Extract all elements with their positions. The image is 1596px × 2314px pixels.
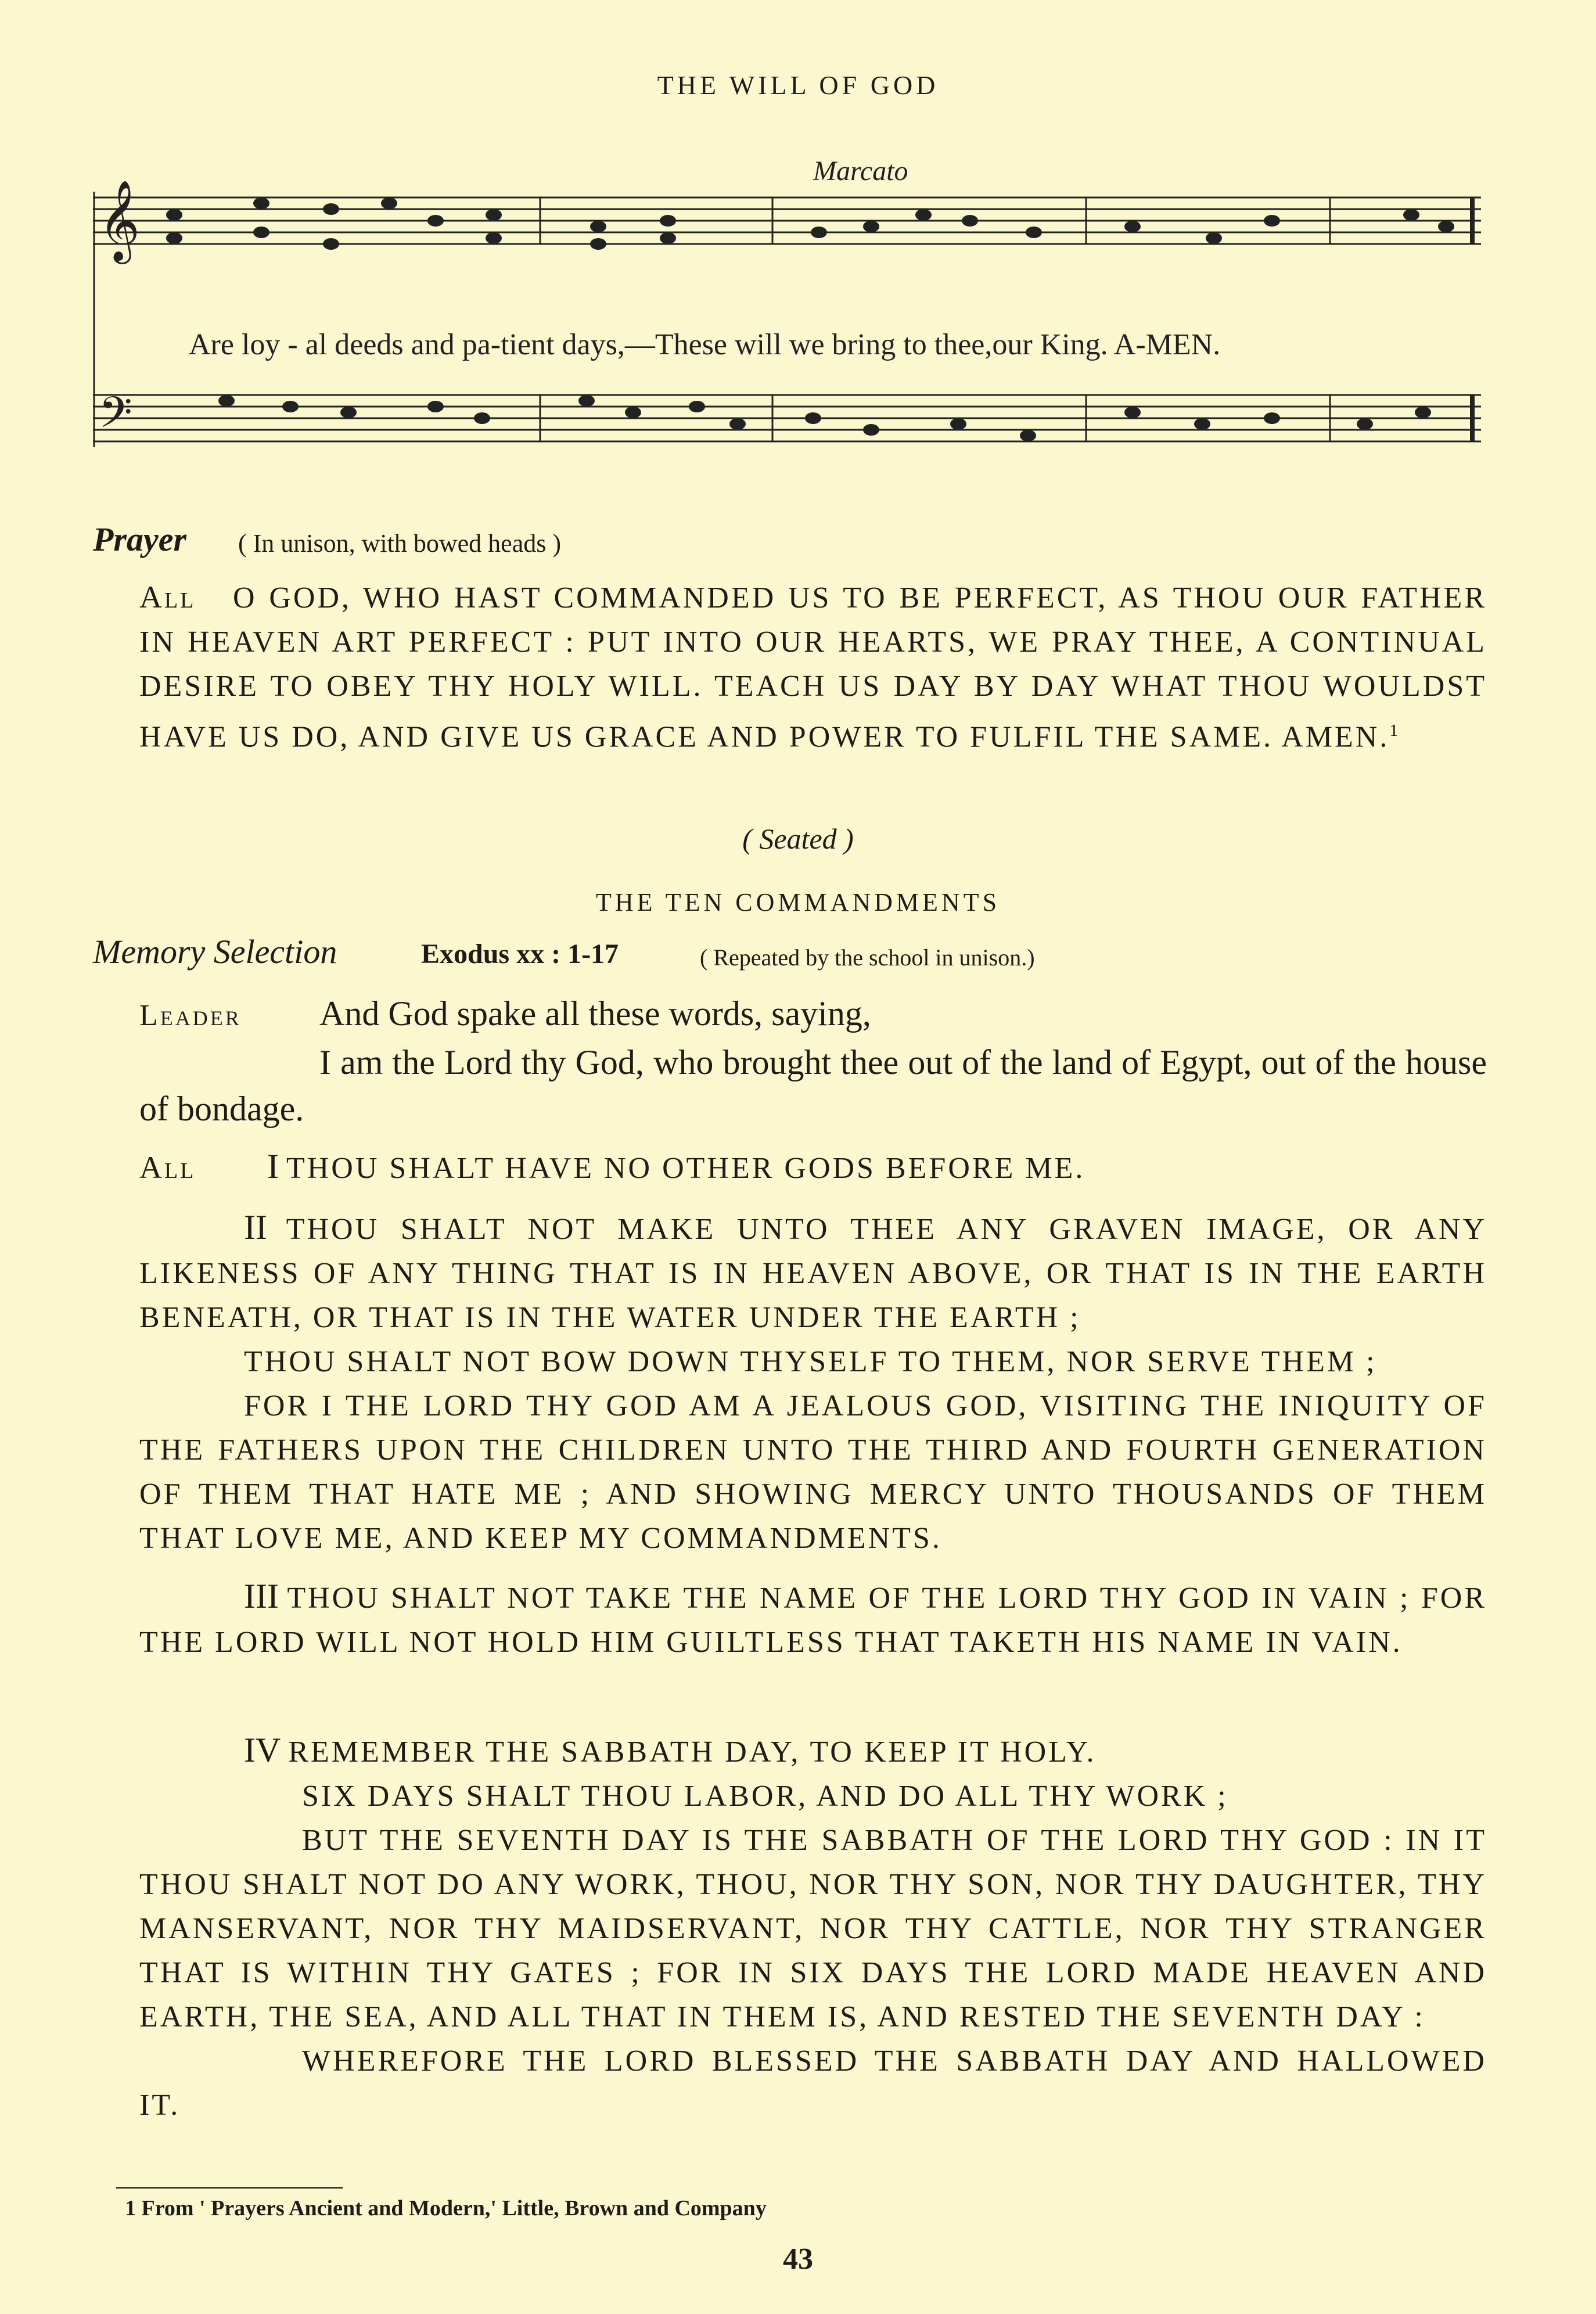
all-speaker: All xyxy=(139,1150,196,1185)
commandment-1-number: I xyxy=(267,1147,279,1185)
prayer-text-block xyxy=(139,575,1487,759)
commandment-3-text: THOU SHALT NOT TAKE THE NAME OF THE LORD THY GOD IN VAIN ; FOR THE LORD WILL NOT HOLD HIM GUILTLESS THAT TAKETH HIS NAME IN VAIN. xyxy=(139,1582,1487,1659)
prayer-speaker: All xyxy=(139,580,196,615)
page-number: 43 xyxy=(783,2243,813,2276)
memory-selection-label: Memory Selection xyxy=(93,933,337,971)
commandment-3-number: III xyxy=(244,1577,279,1615)
commandment-2-number: II xyxy=(244,1208,267,1246)
bass-clef-icon: 𝄢 xyxy=(99,387,132,448)
commandment-3 xyxy=(139,1574,1487,1665)
leader-block xyxy=(139,990,1487,1132)
lyrics-line: Are loy - al deeds and pa-tient days,—These will we bring to thee,our King. A-MEN. xyxy=(189,328,1221,361)
commandment-2 xyxy=(139,1205,1487,1561)
commandment-2-text-b: THOU SHALT NOT BOW DOWN THYSELF TO THEM, NOR SERVE THEM ; xyxy=(244,1345,1377,1378)
page-header: THE WILL OF GOD xyxy=(657,70,939,100)
footnote-divider xyxy=(116,2187,343,2189)
commandment-1 xyxy=(139,1144,1487,1191)
footnote: 1 From ' Prayers Ancient and Modern,' Little, Brown and Company xyxy=(125,2196,767,2220)
commandment-4-text-a: REMEMBER THE SABBATH DAY, TO KEEP IT HOLY. xyxy=(288,1736,1097,1769)
prayer-footnote-mark: 1 xyxy=(1389,721,1399,740)
prayer-note: ( In unison, with bowed heads ) xyxy=(238,529,562,558)
commandment-1-text: THOU SHALT HAVE NO OTHER GODS BEFORE ME. xyxy=(286,1152,1085,1185)
commandment-4-text-c: BUT THE SEVENTH DAY IS THE SABBATH OF THE LORD THY GOD : IN IT THOU SHALT NOT DO ANY WORK, THOU, NOR THY SON, NOR THY DAUGHTER, THY MANSERVANT, NOR THY MAIDSERVANT, NOR THY CATTLE, NOR THY STRANGER THAT IS WITHIN THY GATES ; FOR IN SIX DAYS THE LORD MADE HEAVEN AND EARTH, THE SEA, AND ALL THAT IN THEM IS, AND RESTED THE SEVENTH DAY : xyxy=(139,1824,1487,2033)
memory-reference: Exodus xx : 1-17 xyxy=(421,939,619,969)
commandment-2-text-a: THOU SHALT NOT MAKE UNTO THEE ANY GRAVEN IMAGE, OR ANY LIKENESS OF ANY THING THAT IS IN HEAVEN ABOVE, OR THAT IS IN THE EARTH BENEATH, OR THAT IS IN THE WATER UNDER THE EARTH ; xyxy=(139,1213,1487,1334)
commandment-4-number: IV xyxy=(244,1731,281,1769)
music-score xyxy=(87,157,1493,517)
prayer-label: Prayer xyxy=(93,520,187,558)
commandments-title: THE TEN COMMANDMENTS xyxy=(595,888,1001,917)
seated-note: ( Seated ) xyxy=(742,822,854,855)
commandment-4-text-d: WHEREFORE THE LORD BLESSED THE SABBATH DAY AND HALLOWED IT. xyxy=(139,2044,1487,2122)
prayer-text: O GOD, WHO HAST COMMANDED US TO BE PERFECT, AS THOU OUR FATHER IN HEAVEN ART PERFECT : PUT INTO OUR HEARTS, WE PRAY THEE, A CONTINUAL DESIRE TO OBEY THY HOLY WILL. TEACH US DAY BY DAY WHAT THOU WOULDST HAVE US DO, AND GIVE US GRACE AND POWER TO FULFIL THE SAME. AMEN. xyxy=(139,581,1487,754)
leader-speaker: Leader xyxy=(139,999,242,1032)
memory-note: ( Repeated by the school in unison.) xyxy=(700,944,1035,971)
commandment-4-text-b: SIX DAYS SHALT THOU LABOR, AND DO ALL THY WORK ; xyxy=(302,1780,1228,1813)
treble-clef-icon: 𝄞 xyxy=(99,180,140,261)
tempo-marking: Marcato xyxy=(813,157,908,186)
leader-line-2: I am the Lord thy God, who brought thee out of the land of Egypt, out of the house of bondage. xyxy=(139,1043,1487,1128)
commandment-2-text-c: FOR I THE LORD THY GOD AM A JEALOUS GOD, VISITING THE INIQUITY OF THE FATHERS UPON THE CHILDREN UNTO THE THIRD AND FOURTH GENERATION OF THEM THAT HATE ME ; AND SHOWING MERCY UNTO THOUSANDS OF THEM THAT LOVE ME, AND KEEP MY COMMANDMENTS. xyxy=(139,1389,1487,1555)
leader-line-1: And God spake all these words, saying, xyxy=(319,994,871,1033)
commandment-4 xyxy=(139,1728,1487,2128)
